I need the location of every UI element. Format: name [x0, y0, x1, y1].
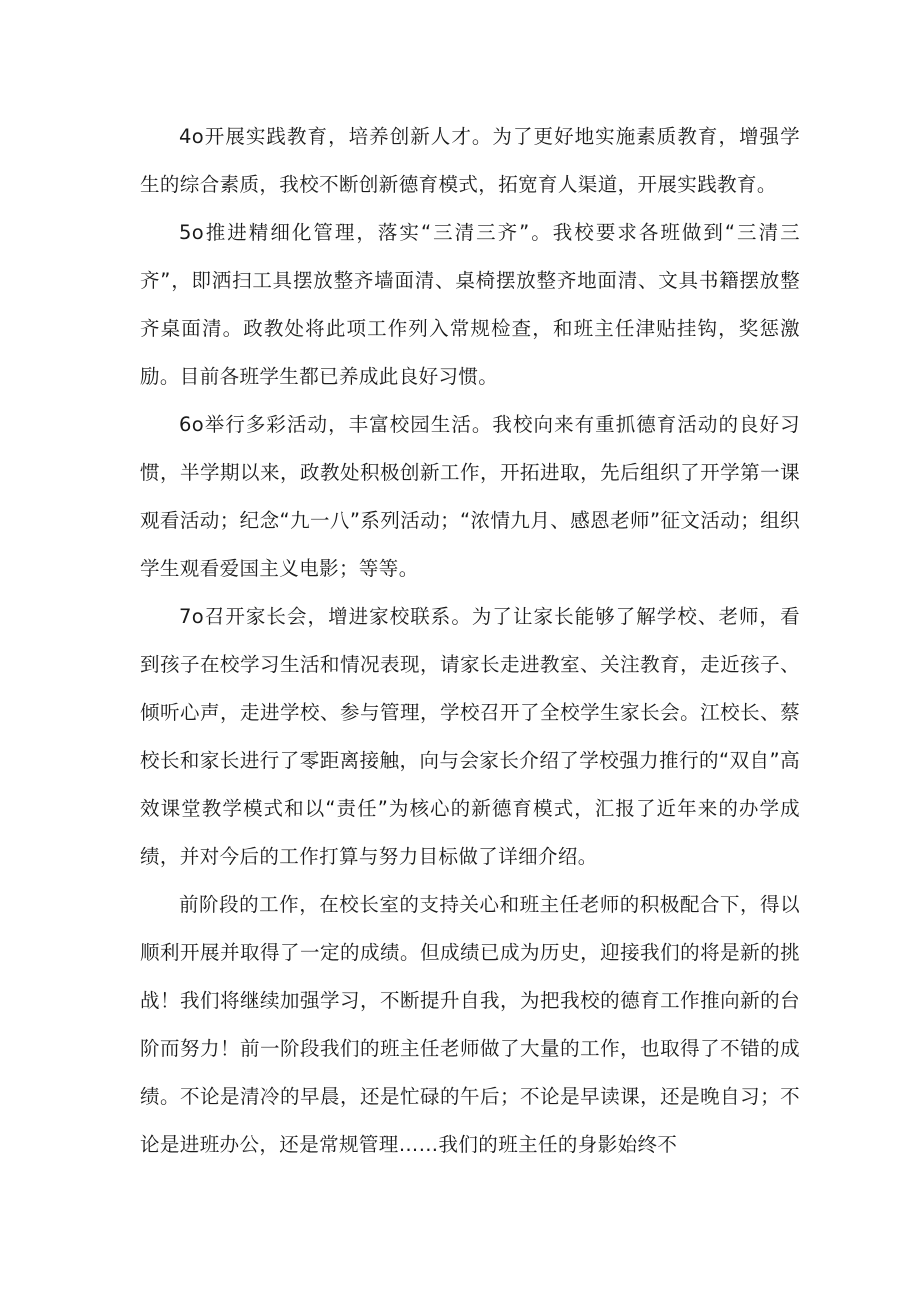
paragraph-item-4: 4o开展实践教育，培养创新人才。为了更好地实施素质教育，增强学生的综合素质，我校不断创新德育模式，拓宽育人渠道，开展实践教育。 — [140, 125, 800, 196]
document-page — [140, 113, 800, 1169]
paragraph-item-7: 7o召开家长会，增进家校联系。为了让家长能够了解学校、老师，看到孩子在校学习生活和情况表现，请家长走进教室、关注教育，走近孩子、倾听心声，走进学校、参与管理，学校召开了全校学生家长会。江校长、蔡校长和家长进行了零距离接触，向与会家长介绍了学校强力推行的“双自”高效课堂教学模式和以“责任”为核心的新德育模式，汇报了近年来的办学成绩，并对今后的工作打算与努力目标做了详细介绍。 — [140, 605, 800, 868]
paragraph-summary: 前阶段的工作，在校长室的支持关心和班主任老师的积极配合下，得以顺利开展并取得了一定的成绩。但成绩已成为历史，迎接我们的将是新的挑战！我们将继续加强学习，不断提升自我，为把我校的德育工作推向新的台阶而努力！前一阶段我们的班主任老师做了大量的工作，也取得了不错的成绩。不论是清冷的早晨，还是忙碌的午后；不论是早读课，还是晚自习；不论是进班办公，还是常规管理……我们的班主任的身影始终不 — [140, 893, 800, 1156]
paragraph-item-6: 6o举行多彩活动，丰富校园生活。我校向来有重抓德育活动的良好习惯，半学期以来，政教处积极创新工作，开拓进取，先后组织了开学第一课观看活动；纪念“九一八”系列活动；“浓情九月、感恩老师”征文活动；组织学生观看爱国主义电影；等等。 — [140, 413, 800, 580]
paragraph-item-5: 5o推进精细化管理，落实“三清三齐”。我校要求各班做到“三清三齐”，即洒扫工具摆放整齐墙面清、桌椅摆放整齐地面清、文具书籍摆放整齐桌面清。政教处将此项工作列入常规检查，和班主任津贴挂钩，奖惩激励。目前各班学生都已养成此良好习惯。 — [140, 221, 800, 388]
